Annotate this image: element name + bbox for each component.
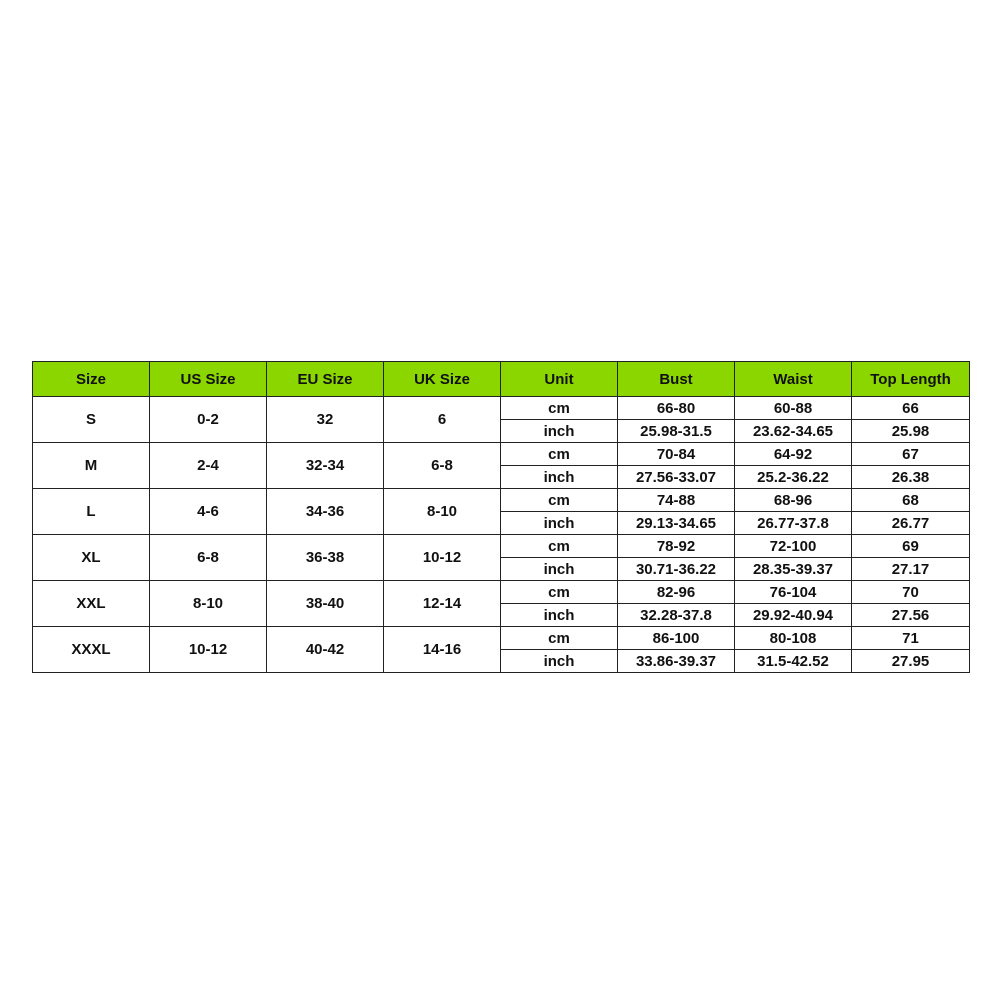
eu-size-cell: 32-34	[267, 443, 384, 489]
column-header-bust: Bust	[618, 362, 735, 397]
waist-cell: 23.62-34.65	[735, 420, 852, 443]
us-size-cell: 0-2	[150, 397, 267, 443]
bust-cell: 27.56-33.07	[618, 466, 735, 489]
table-row	[33, 489, 970, 512]
size-cell: XXL	[33, 581, 150, 627]
top-length-cell: 25.98	[852, 420, 970, 443]
waist-cell: 26.77-37.8	[735, 512, 852, 535]
size-cell: S	[33, 397, 150, 443]
bust-cell: 30.71-36.22	[618, 558, 735, 581]
size-cell: XXXL	[33, 627, 150, 673]
waist-cell: 80-108	[735, 627, 852, 650]
bust-cell: 25.98-31.5	[618, 420, 735, 443]
unit-cell: cm	[501, 535, 618, 558]
uk-size-cell: 14-16	[384, 627, 501, 673]
us-size-cell: 2-4	[150, 443, 267, 489]
unit-cell: inch	[501, 420, 618, 443]
uk-size-cell: 8-10	[384, 489, 501, 535]
waist-cell: 31.5-42.52	[735, 650, 852, 673]
top-length-cell: 70	[852, 581, 970, 604]
waist-cell: 25.2-36.22	[735, 466, 852, 489]
table-row	[33, 581, 970, 604]
bust-cell: 78-92	[618, 535, 735, 558]
top-length-cell: 26.38	[852, 466, 970, 489]
uk-size-cell: 12-14	[384, 581, 501, 627]
size-cell: L	[33, 489, 150, 535]
size-cell: XL	[33, 535, 150, 581]
eu-size-cell: 32	[267, 397, 384, 443]
unit-cell: inch	[501, 604, 618, 627]
table-row	[33, 627, 970, 650]
unit-cell: cm	[501, 443, 618, 466]
column-header-waist: Waist	[735, 362, 852, 397]
waist-cell: 76-104	[735, 581, 852, 604]
column-header-top-length: Top Length	[852, 362, 970, 397]
waist-cell: 64-92	[735, 443, 852, 466]
eu-size-cell: 38-40	[267, 581, 384, 627]
column-header-size: Size	[33, 362, 150, 397]
top-length-cell: 71	[852, 627, 970, 650]
size-chart	[32, 361, 969, 677]
eu-size-cell: 36-38	[267, 535, 384, 581]
unit-cell: inch	[501, 466, 618, 489]
uk-size-cell: 6	[384, 397, 501, 443]
top-length-cell: 68	[852, 489, 970, 512]
unit-cell: inch	[501, 512, 618, 535]
unit-cell: cm	[501, 627, 618, 650]
bust-cell: 82-96	[618, 581, 735, 604]
uk-size-cell: 10-12	[384, 535, 501, 581]
column-header-eu-size: EU Size	[267, 362, 384, 397]
size-chart-table	[32, 361, 970, 673]
us-size-cell: 8-10	[150, 581, 267, 627]
bust-cell: 66-80	[618, 397, 735, 420]
waist-cell: 29.92-40.94	[735, 604, 852, 627]
unit-cell: cm	[501, 581, 618, 604]
bust-cell: 74-88	[618, 489, 735, 512]
bust-cell: 86-100	[618, 627, 735, 650]
column-header-unit: Unit	[501, 362, 618, 397]
unit-cell: cm	[501, 397, 618, 420]
table-body	[33, 397, 970, 673]
uk-size-cell: 6-8	[384, 443, 501, 489]
bust-cell: 32.28-37.8	[618, 604, 735, 627]
unit-cell: inch	[501, 650, 618, 673]
unit-cell: inch	[501, 558, 618, 581]
top-length-cell: 67	[852, 443, 970, 466]
waist-cell: 68-96	[735, 489, 852, 512]
us-size-cell: 4-6	[150, 489, 267, 535]
table-row	[33, 443, 970, 466]
top-length-cell: 69	[852, 535, 970, 558]
column-header-us-size: US Size	[150, 362, 267, 397]
bust-cell: 33.86-39.37	[618, 650, 735, 673]
table-row	[33, 535, 970, 558]
eu-size-cell: 40-42	[267, 627, 384, 673]
top-length-cell: 27.56	[852, 604, 970, 627]
top-length-cell: 27.17	[852, 558, 970, 581]
size-cell: M	[33, 443, 150, 489]
bust-cell: 70-84	[618, 443, 735, 466]
us-size-cell: 6-8	[150, 535, 267, 581]
table-row	[33, 397, 970, 420]
eu-size-cell: 34-36	[267, 489, 384, 535]
waist-cell: 60-88	[735, 397, 852, 420]
top-length-cell: 27.95	[852, 650, 970, 673]
bust-cell: 29.13-34.65	[618, 512, 735, 535]
waist-cell: 28.35-39.37	[735, 558, 852, 581]
top-length-cell: 26.77	[852, 512, 970, 535]
column-header-uk-size: UK Size	[384, 362, 501, 397]
waist-cell: 72-100	[735, 535, 852, 558]
us-size-cell: 10-12	[150, 627, 267, 673]
table-header-row	[33, 362, 970, 397]
unit-cell: cm	[501, 489, 618, 512]
top-length-cell: 66	[852, 397, 970, 420]
